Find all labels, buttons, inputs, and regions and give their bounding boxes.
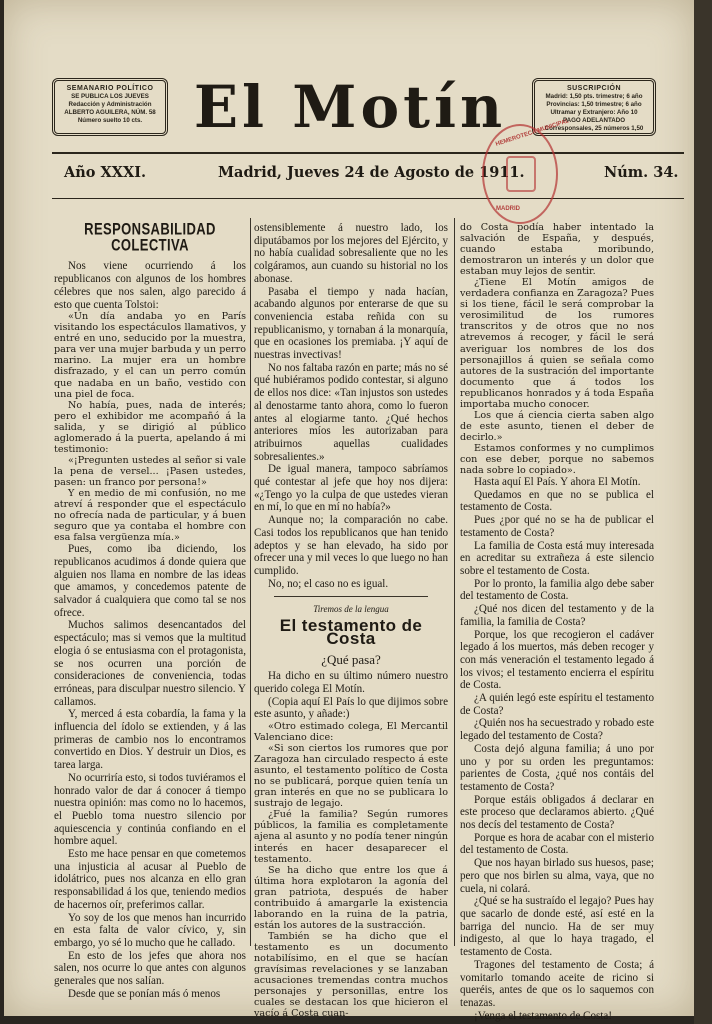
article-heading: RESPONSABILIDAD COLECTIVA: [84, 219, 216, 254]
issue-number: Núm. 34.: [604, 164, 679, 181]
article-subheading: ¿Qué pasa?: [321, 651, 381, 667]
newspaper-page: [4, 0, 694, 1022]
masthead: [44, 72, 684, 142]
article-responsabilidad: RESPONSABILIDAD COLECTIVA Nos viene ocurriendo á los republicanos con algunos de los hombres célebres que nos salen, algo parecido á esto que cuenta Tolstoi: «Un día andaba yo en París visitando los espectáculos llamativos, y entré en uno, seducido por la muestra, para ver una mujer barbuda y un perro marino. La mujer era un hombre disfrazado, y el can un perro común que nadaba en un baño, vestido con una piel de foca. No había, pues, nada de interés; pero el exhibidor me acompañó á la salida, y se dirigió al público aglomerado á la puerta, apelando á mi testimonio: «¡Pregunten ustedes al señor si vale la pena de versel... ¡Pasen ustedes, pasen: un franco por persona!» Y en medio de mi confusión, no me atreví á responder que el espectáculo no ofrecía nada de particular, y á buen seguro que ya contaba el hombre con esa falsa vergüenza mía.» Pues, como iba diciendo, los republicanos acudimos á donde quiera que alguien nos llama en nombre de las ideas que amamos, y concedemos patente de salvador á cualquiera que como tal se nos ofrece. Muchos salimos desencantados del espectáculo; mas si vemos que la multitud elogia ó se entusiasma con el protagonista, se nos ocurren una porción de consideraciones de conveniencia, todas erróneas, para disculpar nuestro silencio. Y callamos. Y, merced á esta cobardía, la fama y la influencia del ídolo se extienden, y á las primeras de cambio nos lo encontramos convertido en Dios. Y destruir un Dios, es tarea larga. No ocurriría esto, si todos tuviéramos el honrado valor de dar á conocer á tiempo nuestra opinión: mas como no lo hacemos, el Pueblo toma nuestro silencio por aquiescencia y continúa confiando en el hombre aquel. Esto me hace pensar en que cometemos una injusticia al acusar al Pueblo de idolátrico, pues nos alcanza en ello gran responsabilidad á los que, teniendo medios de hacernos oír, preferimos callar. Yo soy de los que menos han incurrido en esta falta de valor cívico, y, sin embargo, yo sé lo mucho que he callado. En esto de los jefes que ahora nos salen, nos ocurre lo que antes con algunos generales que nos salían. Desde que se ponían más ó menos: [54, 219, 246, 1000]
library-stamp: HEMEROTECA MUNICIPAL MADRID: [482, 124, 558, 224]
issue-bar: [52, 160, 684, 188]
article-heading: El testamento de Costa: [279, 616, 423, 648]
masthead-right-box: SUSCRIPCIÓN Madrid: 1,50 pts. trimestre; 6 año Provincias: 1,50 trimestre; 6 año Ultramar y Extranjero: Año 10 PAGO ADELANTADO Corresponsales, 25 números 1,50: [532, 78, 656, 136]
masthead-left-box: SEMANARIO POLÍTICO SE PUBLICA LOS JUEVES Redacción y Administración ALBERTO AGUILERA, NÚM. 58 Número suelto 10 cts.: [52, 78, 168, 136]
section-kicker: Tiremos de la lengua: [313, 604, 389, 615]
column-divider: [454, 218, 455, 946]
crest-icon: [506, 156, 536, 192]
issue-year: Año XXXI.: [64, 164, 147, 181]
newspaper-title: El Motín: [193, 73, 507, 141]
article-column-2: ostensiblemente á nuestro lado, los diputábamos por los mejores del Ejército, y no había cualidad sobresaliente que no les colgáramos, aun cuando su historial no los abonase. Pasaba el tiempo y nada hacían, acabando algunos por enterarse de que su conveniencia estaba reñida con su republicanismo, y tornaban á la monarquía, que en ocasiones los premiaba. ¡Y aquí de nuestras invectivas! No nos faltaba razón en parte; más no sé qué hubiéramos podido contestar, si alguno de ellos nos dice: «Tan injustos son ustedes al denostarme tanto ahora, como lo fueron antes al elogiarme tanto. ¿Qué hechos anteriores míos les autorizaban para atribuirnos aquellas cualidades sobresalientes.» De igual manera, tampoco sabríamos qué contestar al jefe que hoy nos dijera: «¿Tengo yo la culpa de que ustedes vieran en mí, lo que en mí no había?» Aunque no; la comparación no cabe. Casi todos los republicanos que han tenido adeptos y se han elevado, ha sido por ofrecer una y mil veces lo que luego no han cumplido. No, no; el caso no es igual. Tiremos de la lengua El testamento de Costa ¿Qué pasa? Ha dicho en su último número nuestro querido colega El Motín. (Copia aquí El País lo que dijimos sobre este asunto, y añade:) «Otro estimado colega, El Mercantil Valenciano dice: «Si son ciertos los rumores que por Zaragoza han circulado respecto á este asunto, el testamento político de Costa no se publicará, porque quien tenía un gran interés en que no se publicara lo sustrajo de legajo. ¿Fué la familia? Según rumores públicos, la familia es completamente ajena al asunto y no podía tener ningún interés en hacer desaparecer el testamento. Se ha dicho que entre los que á última hora explotaron la agonía del gran patriota, después de haber contribuido á amargarle la existencia laborando en la ruina de la patria, están los autores de la sustracción. También se ha dicho que el testamento es un documento notabilísimo, en el que se hacían gravísimas revelaciones y se lanzaban acusaciones tremendas contra muchos personajes y personillas, entre los cuales se destacan los que hicieron el vacío á Costa cuan-: [254, 222, 448, 1020]
column-divider: [250, 218, 251, 946]
top-rule: [52, 152, 684, 154]
section-divider: [274, 596, 428, 597]
issue-date: Madrid, Jueves 24 de Agosto de 1911.: [218, 164, 525, 181]
scan-edge: [694, 0, 712, 1024]
bottom-rule: [52, 198, 684, 199]
article-column-3: do Costa podía haber intentado la salvación de España, y después, cuando estaba moribundo, demostraron un interés y un dolor que estaban muy lejos de sentir. ¿Tiene El Motín amigos de verdadera confianza en Zaragoza? Pues si los tiene, fácil le será comprobar la verosimilitud de los rumores transcritos y de otros que no nos atrevemos á recoger, y fácil le será averiguar los nombres de los dos personajillos á quien se señala como autores de la sustración del importante documento que á todos los republicanos honrados y á toda España importaba mucho conocer. Los que á ciencia cierta saben algo de este asunto, tienen el deber de decirlo.» Estamos conformes y no cumplimos con ese deber, porque no sabemos nada sobre lo copiado». Hasta aquí El País. Y ahora El Motín. Quedamos en que no se publica el testamento de Costa. Pues ¿por qué no se ha de publicar el testamento de Costa? La familia de Costa está muy interesada en acreditar su extrañeza á este silencio sobre el testamento de Costa. Por lo pronto, la familia algo debe saber del testamento de Costa. ¿Qué nos dicen del testamento y de la familia, la familia de Costa? Porque, los que recogieron el cadáver legado á los muertos, más deben recoger y con más veneración el testamento legado á los vivos; el testamento encierra el espíritu de Costa. ¿A quién legó este espíritu el testamento de Costa? ¿Quién nos ha secuestrado y robado este legado del testamento de Costa? Costa dejó alguna familia; á uno por uno y por su orden les preguntamos: parientes de Costa, ¿qué nos contáis del testamento de Costa? Porque estáis obligados á declarar en este proceso que declaramos abierto. ¿Qué nos decís del testamento de Costa? Porque es hora de acabar con el misterio del testamento de Costa. Que nos hayan birlado sus huesos, pase; pero que nos birlen su alma, vaya, que no cuela, ni colará. ¿Qué se ha sustraído el legajo? Pues hay que sacarlo de donde esté, así esté en la barriga del nuncio. Ha de ser muy indigesto, al que lo haya tragado, el testamento de Costa. Tragones del testamento de Costa; á vomitarlo tomando aceite de ricino si queréis, antes de que os lo saquemos con tenazas. ¡Venga el testamento de Costa!: [460, 222, 654, 1022]
